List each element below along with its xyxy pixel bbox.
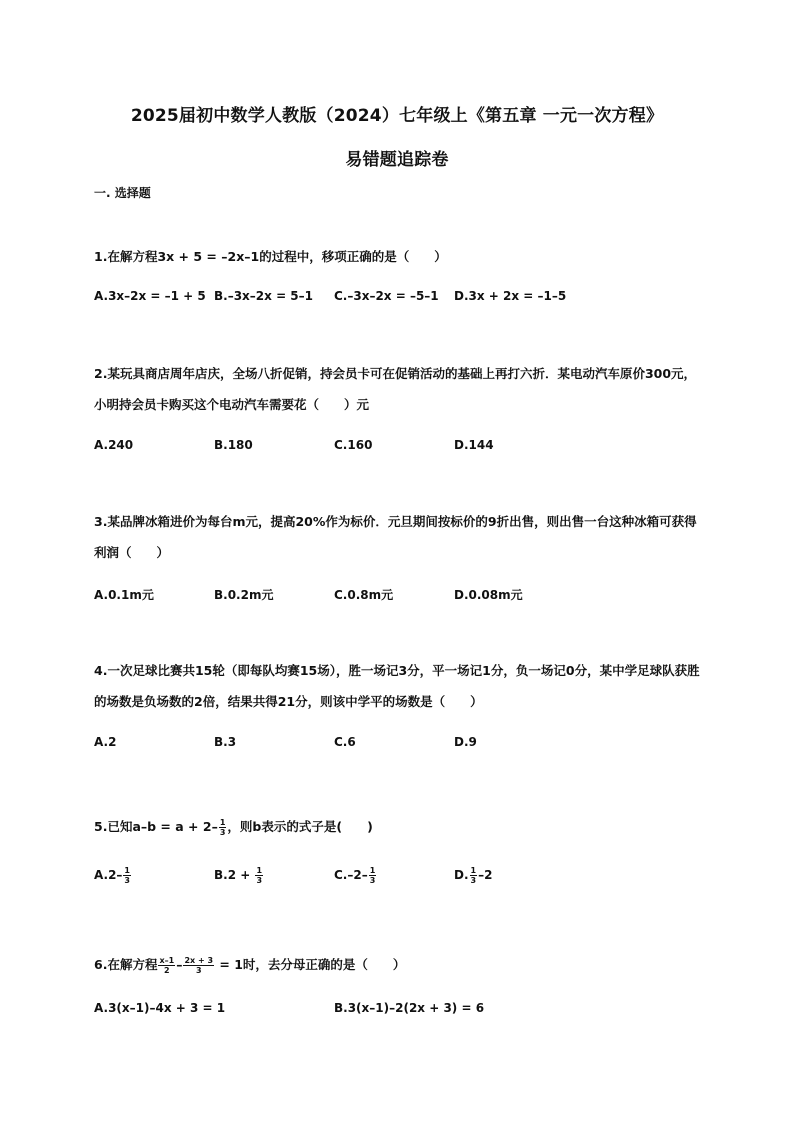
option-c: C.0.8m元 [334, 588, 394, 602]
question-2-stem: 2.某玩具商店周年店庆，全场八折促销，持会员卡可在促销活动的基础上再打六折．某电动汽车原价300元，小明持会员卡购买这个电动汽车需要花（ ）元 [94, 366, 697, 412]
question-4-options [94, 735, 704, 755]
fraction-one-third: $\frac{1}{3}$ [369, 866, 376, 885]
option-a: A.0.1m元 [94, 588, 154, 602]
question-2-options [94, 438, 704, 458]
fraction-one-third: $\frac{1}{3}$ [470, 866, 477, 885]
question-5-stem [94, 811, 704, 842]
page-subtitle: 易错题追踪卷 [345, 150, 449, 170]
stem-text: ，则b表示的式子是( ) [227, 819, 373, 834]
option-b: B.3 [214, 735, 237, 749]
option-b: B.3(x–1)–2(2x + 3) = 6 [334, 1001, 485, 1015]
option-b: B.2 + $\frac{1}{3}$ [214, 866, 263, 885]
stem-text: 5.已知a–b = a + 2– [94, 819, 218, 834]
fraction-one-third: $\frac{1}{3}$ [219, 818, 226, 837]
option-d: D.3x + 2x = –1–5 [454, 289, 567, 303]
question-3-options [94, 586, 704, 606]
question-1-options [94, 289, 704, 309]
option-c: C.–2– $\frac{1}{3}$ [334, 866, 376, 885]
fraction-2x-plus-3-over-3: $\frac{2x + 3}{3}$ [184, 956, 214, 975]
option-d: D. $\frac{1}{3}$ –2 [454, 866, 493, 885]
question-6-stem [94, 949, 704, 980]
option-a: A.3x–2x = –1 + 5 [94, 289, 206, 303]
option-c: C.6 [334, 735, 356, 749]
page-title: 2025届初中数学人教版（2024）七年级上《第五章 一元一次方程》 [130, 106, 664, 126]
option-d: D.144 [454, 438, 494, 452]
fraction-one-third: $\frac{1}{3}$ [256, 866, 263, 885]
option-b: B.–3x–2x = 5–1 [214, 289, 313, 303]
stem-text: = 1时，去分母正确的是（ ） [215, 957, 406, 972]
minus-sign: – [176, 957, 183, 972]
option-d: D.0.08m元 [454, 588, 523, 602]
section-heading: 一. 选择题 [94, 186, 151, 200]
question-1-stem: 1.在解方程3x + 5 = –2x–1的过程中，移项正确的是（ ） [94, 249, 447, 264]
option-a: A.240 [94, 438, 134, 452]
question-6-options [94, 1001, 704, 1021]
option-a: A.2– $\frac{1}{3}$ [94, 866, 130, 885]
question-4-stem: 4.一次足球比赛共15轮（即每队均赛15场），胜一场记3分，平一场记1分，负一场记0分，某中学足球队获胜的场数是负场数的2倍，结果共得21分，则该中学平的场数是（ ） [94, 663, 700, 709]
option-b: B.180 [214, 438, 253, 452]
question-5-options [94, 866, 704, 886]
fraction-one-third: $\frac{1}{3}$ [124, 866, 130, 885]
stem-text: 6.在解方程 [94, 957, 158, 972]
option-c: C.–3x–2x = –5–1 [334, 289, 439, 303]
option-b: B.0.2m元 [214, 588, 274, 602]
option-a: A.2 [94, 735, 117, 749]
option-a: A.3(x–1)–4x + 3 = 1 [94, 1001, 226, 1015]
option-c: C.160 [334, 438, 373, 452]
fraction-x-minus-1-over-2: $\frac{x-1}{2}$ [159, 956, 175, 975]
question-3-stem: 3.某品牌冰箱进价为每台m元，提高20%作为标价．元旦期间按标价的9折出售，则出售一台这种冰箱可获得利润（ ） [94, 514, 697, 560]
option-d: D.9 [454, 735, 477, 749]
